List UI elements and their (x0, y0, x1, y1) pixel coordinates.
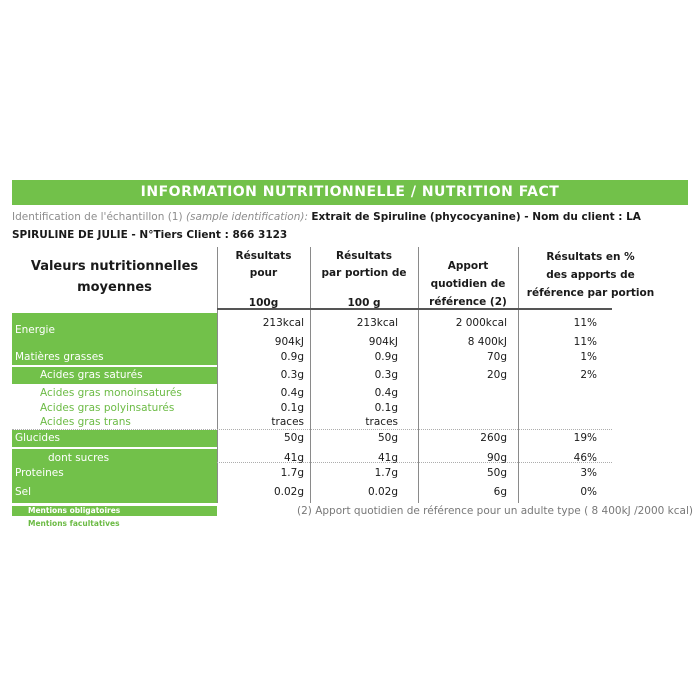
value-cell: 0.9g (374, 351, 398, 363)
row-label-energie: Energie (15, 324, 55, 336)
value-cell: 904kJ (368, 336, 398, 348)
header-line: Résultats (336, 250, 392, 262)
value-cell: 2 000kcal (455, 317, 507, 329)
header-line: Valeurs nutritionnelles (30, 259, 199, 274)
value-cell: 0.4g (374, 387, 398, 399)
nutrition-table (12, 245, 672, 503)
table-row-energie-kcal (12, 317, 612, 329)
value-cell: traces (271, 416, 304, 428)
value-cell: 213kcal (262, 317, 304, 329)
value-cell: 0.3g (374, 369, 398, 381)
row-label-glucides: Glucides (15, 432, 60, 444)
header-line: des apports de (546, 269, 635, 281)
table-row-acides-gras-polyinsatures (12, 402, 612, 414)
value-cell: 41g (283, 452, 304, 464)
header-line: quotidien de (430, 278, 506, 290)
value-cell: 0.02g (367, 486, 398, 498)
header-line: moyennes (77, 280, 152, 295)
table-row-energie-kj (12, 336, 612, 348)
row-label-proteines: Proteines (15, 467, 64, 479)
page-title: INFORMATION NUTRITIONNELLE / NUTRITION FACT (12, 180, 688, 205)
identification-line-1 (12, 210, 688, 224)
value-cell: 19% (573, 432, 597, 444)
header-line: Apport (447, 260, 489, 272)
value-cell: 0.1g (374, 402, 398, 414)
value-cell: 50g (486, 467, 507, 479)
header-line: pour (249, 267, 278, 279)
header-line: par portion de (321, 267, 407, 279)
identification-label: Identification de l'échantillon (1) (12, 211, 183, 223)
value-cell: 90g (486, 452, 507, 464)
table-row-acides-gras-monoinsatures (12, 387, 612, 399)
value-cell: 0.4g (280, 387, 304, 399)
value-cell: 1.7g (280, 467, 304, 479)
row-label-sel: Sel (15, 486, 32, 498)
row-label-acides-gras-trans: Acides gras trans (40, 416, 131, 428)
value-cell: 11% (573, 317, 597, 329)
table-row-proteines (12, 467, 612, 479)
sample-identification-label: (sample identification): (185, 211, 309, 223)
value-cell: 0% (580, 486, 597, 498)
table-row-acides-gras-trans (12, 416, 612, 428)
value-cell: 2% (580, 369, 597, 381)
header-line: référence (2) (429, 296, 507, 308)
value-cell: 50g (377, 432, 398, 444)
col-header-apport-quotidien (418, 257, 518, 311)
reference-footnote: (2) Apport quotidien de référence pour un adulte type ( 8 400kJ /2000 kcal) (296, 505, 693, 517)
value-cell: 0.02g (273, 486, 304, 498)
col-header-pourcentage-reference (518, 248, 663, 302)
row-label-matieres-grasses: Matières grasses (15, 351, 104, 363)
value-cell: 8 400kJ (467, 336, 507, 348)
value-cell: 50g (283, 432, 304, 444)
value-cell: traces (365, 416, 398, 428)
value-cell: 70g (486, 351, 507, 363)
value-cell: 11% (573, 336, 597, 348)
value-cell: 0.1g (280, 402, 304, 414)
header-line: 100g (248, 297, 279, 309)
row-label-acides-gras-satures: Acides gras saturés (40, 369, 143, 381)
table-row-acides-gras-satures (12, 369, 612, 381)
table-row-glucides (12, 432, 612, 444)
row-label-acides-gras-monoinsatures: Acides gras monoinsaturés (40, 387, 182, 399)
value-cell: 3% (580, 467, 597, 479)
legend-mentions-obligatoires (12, 506, 217, 516)
value-cell: 213kcal (356, 317, 398, 329)
row-label-acides-gras-polyinsatures: Acides gras polyinsaturés (40, 402, 175, 414)
value-cell: 260g (480, 432, 507, 444)
value-cell: 904kJ (274, 336, 304, 348)
table-row-sel (12, 486, 612, 498)
col-header-valeurs (12, 256, 217, 298)
sample-value: Extrait de Spiruline (phycocyanine) - Nom du client : LA (311, 211, 641, 223)
value-cell: 0.9g (280, 351, 304, 363)
value-cell: 41g (377, 452, 398, 464)
col-header-resultats-100g (217, 248, 310, 312)
row-label-dont-sucres: dont sucres (48, 452, 110, 464)
header-line: Résultats (235, 250, 292, 262)
col-header-resultats-portion (310, 248, 418, 312)
header-line: Résultats en % (546, 251, 635, 263)
value-cell: 46% (573, 452, 597, 464)
identification-line-2: SPIRULINE DE JULIE - N°Tiers Client : 866 3123 (12, 229, 288, 241)
value-cell: 1.7g (374, 467, 398, 479)
value-cell: 6g (493, 486, 507, 498)
sample-identification (12, 210, 688, 242)
value-cell: 0.3g (280, 369, 304, 381)
legend-label: Mentions obligatoires (28, 506, 121, 515)
header-line: 100 g (347, 297, 381, 309)
table-row-matieres-grasses (12, 351, 612, 363)
legend-mentions-facultatives: Mentions facultatives (28, 519, 120, 528)
value-cell: 20g (486, 369, 507, 381)
table-row-dont-sucres (12, 452, 612, 464)
value-cell: 1% (580, 351, 597, 363)
header-line: référence par portion (526, 287, 655, 299)
